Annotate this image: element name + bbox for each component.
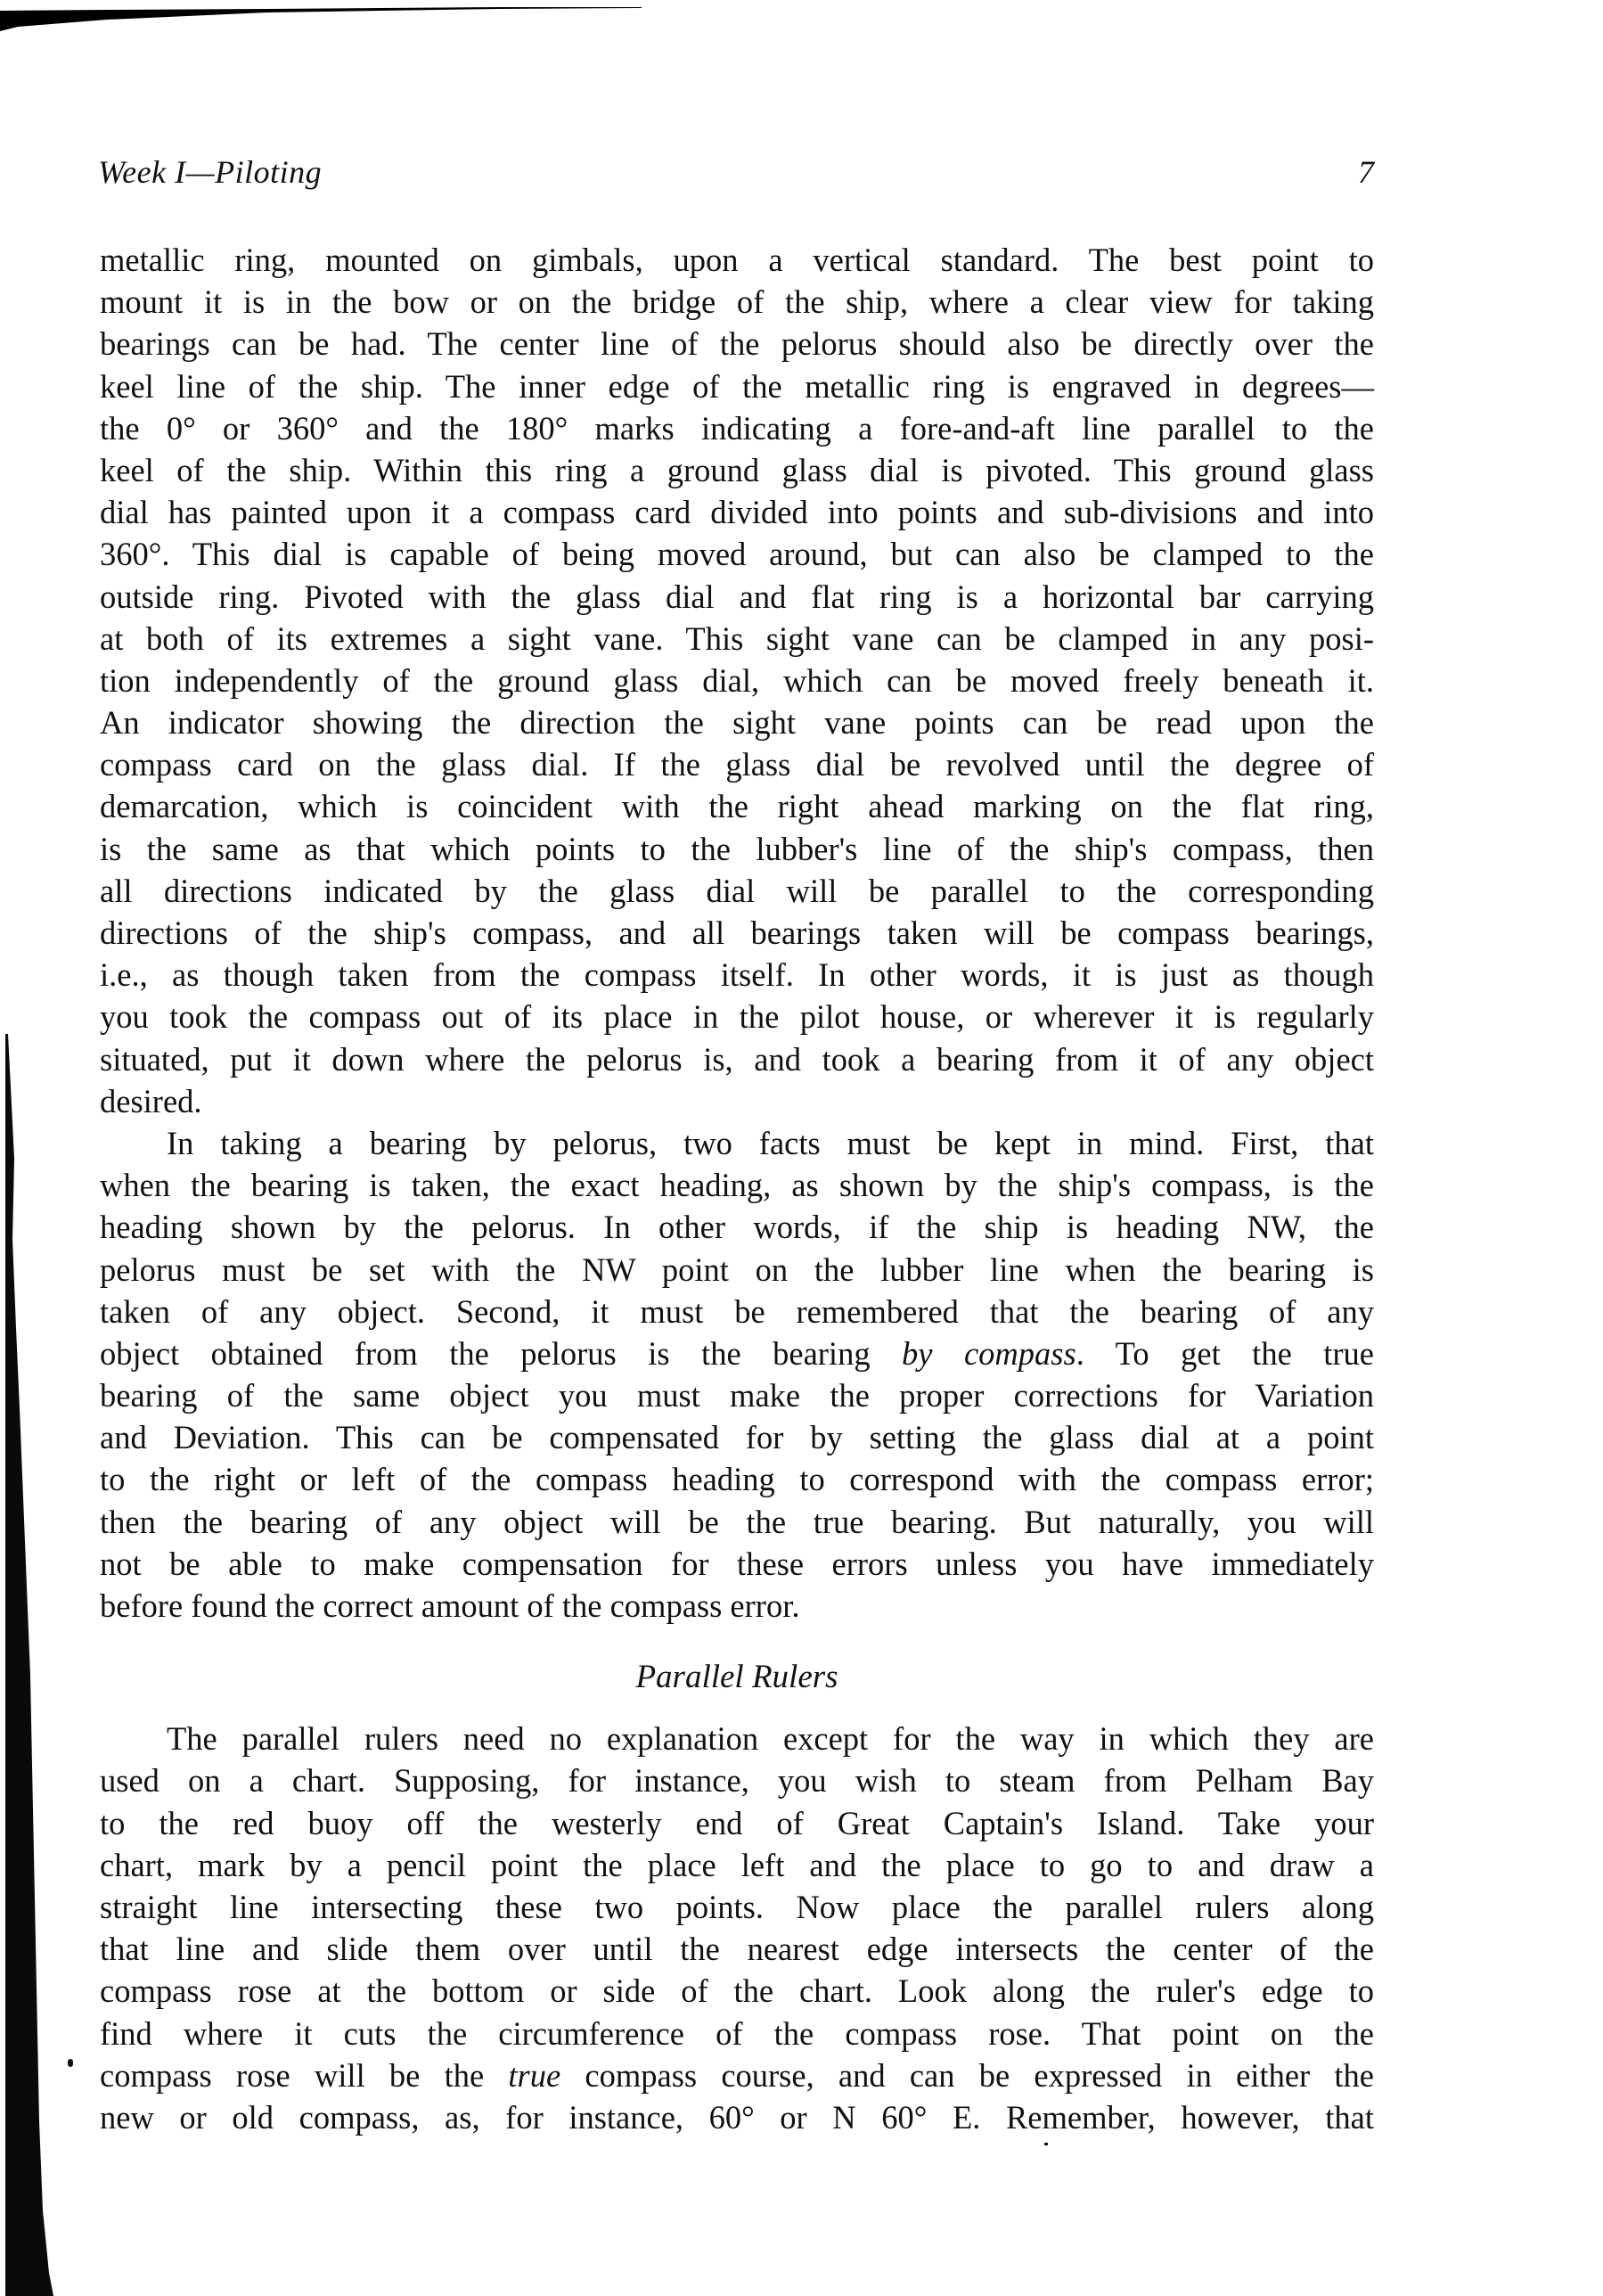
- text-line: metallic ring, mounted on gimbals, upon a vertical standard. The best point to: [100, 242, 1374, 278]
- text-line: heading shown by the pelorus. In other words, if the ship is heading NW, the: [100, 1209, 1374, 1246]
- text-line: new or old compass, as, for instance, 60° or N 60° E. Remember, however, that: [100, 2098, 1374, 2136]
- text-line: the 0° or 360° and the 180° marks indicating a fore-and-aft line parallel to the: [100, 409, 1374, 447]
- text-line: mount it is in the bow or on the bridge of the ship, where a clear view for taking: [100, 283, 1374, 321]
- section-heading: Parallel Rulers: [635, 1659, 838, 1696]
- text-line: bearings can be had. The center line of the pelorus should also be directly over the: [100, 325, 1374, 363]
- emphasis-true: true: [508, 2056, 561, 2094]
- text-line: keel of the ship. Within this ring a ground glass dial is pivoted. This ground glass: [100, 451, 1374, 488]
- text-line: before found the correct amount of the compass error.: [100, 1587, 800, 1624]
- text-line: and Deviation. This can be compensated for by setting the glass dial at a point: [100, 1419, 1374, 1456]
- scan-artifact-dot: [1044, 2143, 1048, 2145]
- paragraph-pelorus-description: [100, 239, 1374, 1122]
- text-line: In taking a bearing by pelorus, two facts must be kept in mind. First, that: [167, 1124, 1374, 1161]
- text-line: chart, mark by a pencil point the place left and the place to go to and draw a: [100, 1846, 1374, 1883]
- text-line: The parallel rulers need no explanation except for the way in which they are: [167, 1720, 1374, 1758]
- paragraph-taking-bearing: [100, 1122, 1374, 1627]
- text-line: that line and slide them over until the nearest edge intersects the center of the: [100, 1931, 1374, 1968]
- text-line: pelorus must be set with the NW point on the lubber line when the bearing is: [100, 1250, 1374, 1288]
- body-text: [100, 239, 1374, 2138]
- text-line: taken of any object. Second, it must be remembered that the bearing of any: [100, 1292, 1374, 1330]
- text-line: keel line of the ship. The inner edge of the metallic ring is engraved in degrees—: [100, 367, 1374, 405]
- paragraph-parallel-rulers: [100, 1718, 1374, 2138]
- scan-artifact-ink-mark: [68, 2059, 73, 2067]
- text-line: you took the compass out of its place in the pilot house, or wherever it is regularly: [100, 998, 1374, 1036]
- text-line: outside ring. Pivoted with the glass dial and flat ring is a horizontal bar carrying: [100, 578, 1374, 615]
- text-line: straight line intersecting these two points. Now place the parallel rulers along: [100, 1888, 1374, 1925]
- text-line: tion independently of the ground glass dial, which can be moved freely beneath it.: [100, 661, 1374, 699]
- text-segment: object obtained from the pelorus is the bearing: [100, 1334, 903, 1372]
- text-segment: compass course, and can be expressed in either the: [560, 2056, 1374, 2094]
- text-line: i.e., as though taken from the compass itself. In other words, it is just as though: [100, 956, 1374, 994]
- text-segment: . To get the true: [1075, 1334, 1374, 1372]
- text-line: at both of its extremes a sight vane. This sight vane can be clamped in any posi-: [100, 619, 1374, 657]
- text-line: is the same as that which points to the lubber's line of the ship's compass, then: [100, 830, 1374, 867]
- scan-artifact-left-edge: [0, 1034, 53, 2296]
- text-segment: compass rose will be the: [100, 2056, 509, 2094]
- text-line: demarcation, which is coincident with the right ahead marking on the flat ring,: [100, 788, 1374, 825]
- scan-artifact-top-bar: [0, 0, 642, 36]
- text-line: then the bearing of any object will be the true bearing. But naturally, you will: [100, 1503, 1374, 1540]
- text-line: not be able to make compensation for these errors unless you have immediately: [100, 1545, 1374, 1582]
- text-line: all directions indicated by the glass dial will be parallel to the corresponding: [100, 872, 1374, 909]
- text-line: directions of the ship's compass, and all bearings taken will be compass bearings,: [100, 914, 1374, 951]
- page-number: 7: [1358, 154, 1374, 190]
- text-line: compass card on the glass dial. If the glass dial be revolved until the degree of: [100, 746, 1374, 783]
- running-title: Week I—Piloting: [98, 154, 323, 190]
- text-line: find where it cuts the circumference of the compass rose. That point on the: [100, 2014, 1374, 2052]
- text-line: bearing of the same object you must make the proper corrections for Variation: [100, 1377, 1374, 1414]
- text-line-with-emphasis: [100, 2054, 1374, 2096]
- text-line: to the right or left of the compass heading to correspond with the compass error;: [100, 1461, 1374, 1498]
- text-line: dial has painted upon it a compass card divided into points and sub-divisions and into: [100, 494, 1374, 531]
- text-line: desired.: [100, 1082, 202, 1119]
- text-line: when the bearing is taken, the exact heading, as shown by the ship's compass, is the: [100, 1167, 1374, 1204]
- running-header: [98, 153, 1374, 198]
- emphasis-by-compass: by compass: [902, 1334, 1076, 1372]
- text-line: An indicator showing the direction the sight vane points can be read upon the: [100, 704, 1374, 742]
- text-line: situated, put it down where the pelorus is, and took a bearing from it of any object: [100, 1040, 1374, 1078]
- text-line: compass rose at the bottom or side of the chart. Look along the ruler's edge to: [100, 1972, 1374, 2010]
- text-line: 360°. This dial is capable of being moved around, but can also be clamped to the: [100, 536, 1374, 573]
- text-line-with-emphasis: [100, 1332, 1374, 1374]
- text-line: used on a chart. Supposing, for instance, you wish to steam from Pelham Bay: [100, 1762, 1374, 1800]
- text-line: to the red buoy off the westerly end of Great Captain's Island. Take your: [100, 1804, 1374, 1841]
